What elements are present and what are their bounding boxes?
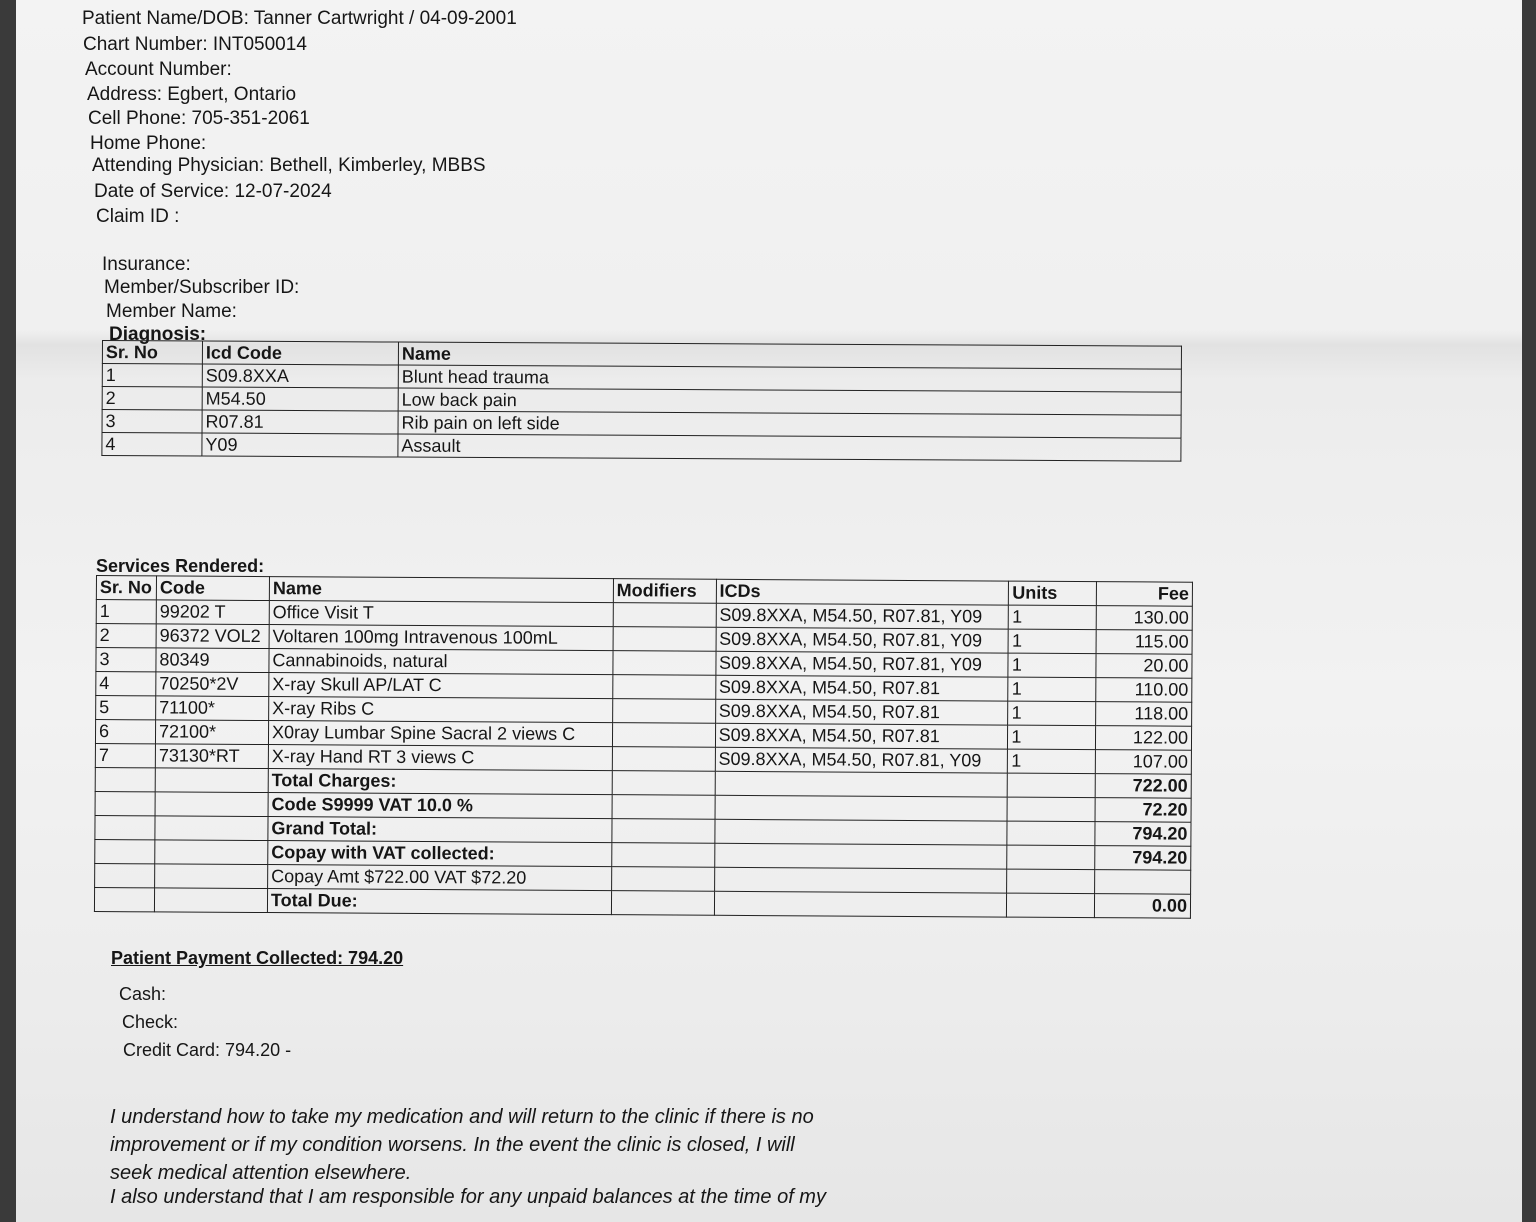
- diagnosis-header: Name: [398, 342, 1181, 369]
- service-name: X-ray Hand RT 3 views C: [268, 745, 612, 771]
- diagnosis-sr-no: 1: [102, 364, 202, 388]
- summary-label: Copay Amt $722.00 VAT $72.20: [268, 865, 612, 891]
- cell-phone: Cell Phone: 705-351-2061: [88, 108, 310, 129]
- patient-payment-collected: Patient Payment Collected: 794.20: [111, 948, 404, 968]
- summary-value: 794.20: [1095, 846, 1191, 871]
- service-name: Office Visit T: [269, 601, 613, 627]
- diagnosis-name: Low back pain: [398, 388, 1181, 415]
- services-header: Modifiers: [613, 579, 716, 604]
- diagnosis-title: Diagnosis:: [109, 324, 207, 345]
- home-phone: Home Phone:: [90, 133, 207, 154]
- service-icds: S09.8XXA, M54.50, R07.81, Y09: [716, 627, 1009, 653]
- services-header: Units: [1009, 581, 1097, 606]
- service-fee: 130.00: [1096, 606, 1192, 631]
- diagnosis-header: Icd Code: [202, 341, 398, 365]
- service-icds: S09.8XXA, M54.50, R07.81: [715, 723, 1008, 749]
- service-sr-no: 6: [95, 720, 155, 744]
- diagnosis-header: Sr. No: [102, 341, 202, 365]
- services-header: ICDs: [716, 579, 1009, 605]
- service-fee: 20.00: [1096, 654, 1192, 679]
- diagnosis-sr-no: 2: [102, 387, 202, 411]
- service-modifiers: [613, 603, 716, 628]
- diagnosis-icd-code: R07.81: [202, 410, 398, 434]
- diagnosis-name: Blunt head trauma: [398, 365, 1181, 392]
- address: Address: Egbert, Ontario: [87, 84, 297, 105]
- service-modifiers: [613, 651, 716, 676]
- summary-label: Grand Total:: [268, 817, 612, 843]
- summary-label: Total Due:: [267, 889, 611, 915]
- credit-card-label: Credit Card: 794.20 -: [123, 1040, 292, 1060]
- service-name: Voltaren 100mg Intravenous 100mL: [269, 625, 613, 651]
- service-fee: 115.00: [1096, 630, 1192, 655]
- account-number: Account Number:: [85, 59, 232, 80]
- service-code: 99202 T: [156, 600, 269, 625]
- statement-line: improvement or if my condition worsens. In the event the clinic is closed, I will: [110, 1134, 795, 1156]
- diagnosis-icd-code: M54.50: [202, 387, 398, 411]
- service-units: 1: [1008, 629, 1096, 654]
- attending-physician: Attending Physician: Bethell, Kimberley, MBBS: [92, 155, 486, 176]
- service-sr-no: 1: [96, 600, 156, 624]
- summary-label: Code S9999 VAT 10.0 %: [268, 793, 612, 819]
- service-icds: S09.8XXA, M54.50, R07.81, Y09: [716, 603, 1009, 629]
- summary-value: 0.00: [1095, 894, 1191, 919]
- service-sr-no: 5: [96, 696, 156, 720]
- service-code: 72100*: [155, 720, 268, 745]
- summary-label: Total Charges:: [268, 769, 612, 795]
- service-modifiers: [613, 627, 716, 652]
- document-page: [16, 0, 1522, 1222]
- insurance: Insurance:: [102, 254, 191, 275]
- member-subscriber-id: Member/Subscriber ID:: [104, 277, 300, 298]
- service-units: 1: [1008, 725, 1096, 750]
- service-code: 71100*: [156, 696, 269, 721]
- service-fee: 118.00: [1096, 702, 1192, 727]
- service-fee: 122.00: [1096, 726, 1192, 751]
- services-header: Code: [156, 576, 269, 601]
- service-modifiers: [612, 675, 715, 700]
- diagnosis-name: Assault: [398, 434, 1181, 461]
- service-units: 1: [1009, 605, 1097, 630]
- summary-value: 72.20: [1095, 798, 1191, 823]
- service-icds: S09.8XXA, M54.50, R07.81, Y09: [715, 651, 1008, 677]
- diagnosis-sr-no: 4: [102, 433, 202, 457]
- patient-name-dob: Patient Name/DOB: Tanner Cartwright / 04-09-2001: [82, 8, 517, 29]
- summary-value: [1095, 870, 1191, 895]
- table-row: [102, 433, 1181, 462]
- service-name: Cannabinoids, natural: [269, 649, 613, 675]
- services-header: Name: [269, 577, 613, 603]
- service-code: 80349: [156, 648, 269, 673]
- service-modifiers: [612, 747, 715, 772]
- services-header: Fee: [1097, 582, 1193, 607]
- service-modifiers: [612, 699, 715, 724]
- service-name: X-ray Ribs C: [269, 697, 613, 723]
- service-name: X-ray Skull AP/LAT C: [269, 673, 613, 699]
- summary-value: 794.20: [1095, 822, 1191, 847]
- member-name: Member Name:: [106, 301, 237, 322]
- service-sr-no: 3: [96, 648, 156, 672]
- chart-number: Chart Number: INT050014: [83, 34, 307, 55]
- service-units: 1: [1008, 701, 1096, 726]
- diagnosis-name: Rib pain on left side: [398, 411, 1181, 438]
- service-sr-no: 7: [95, 743, 155, 767]
- services-table: [94, 575, 1193, 919]
- service-icds: S09.8XXA, M54.50, R07.81: [715, 675, 1008, 701]
- service-icds: S09.8XXA, M54.50, R07.81: [715, 699, 1008, 725]
- service-sr-no: 4: [96, 672, 156, 696]
- summary-label: Copay with VAT collected:: [268, 841, 612, 867]
- diagnosis-icd-code: S09.8XXA: [202, 364, 398, 388]
- cash-label: Cash:: [119, 984, 167, 1004]
- service-name: X0ray Lumbar Spine Sacral 2 views C: [268, 721, 612, 747]
- diagnosis-sr-no: 3: [102, 410, 202, 434]
- statement-line: I also understand that I am responsible for any unpaid balances at the time of my: [110, 1186, 826, 1208]
- service-units: 1: [1008, 749, 1096, 774]
- service-fee: 110.00: [1096, 678, 1192, 703]
- service-units: 1: [1008, 677, 1096, 702]
- diagnosis-table: [101, 340, 1182, 462]
- service-icds: S09.8XXA, M54.50, R07.81, Y09: [715, 747, 1008, 773]
- service-sr-no: 2: [96, 624, 156, 648]
- service-code: 96372 VOL2: [156, 624, 269, 649]
- check-label: Check:: [122, 1012, 179, 1032]
- date-of-service: Date of Service: 12-07-2024: [94, 181, 332, 202]
- service-fee: 107.00: [1095, 750, 1191, 775]
- statement-line: seek medical attention elsewhere.: [110, 1162, 412, 1184]
- diagnosis-icd-code: Y09: [202, 433, 398, 457]
- service-code: 73130*RT: [155, 744, 268, 769]
- service-code: 70250*2V: [156, 672, 269, 697]
- services-header: Sr. No: [96, 576, 156, 600]
- summary-value: 722.00: [1095, 774, 1191, 799]
- service-units: 1: [1008, 653, 1096, 678]
- service-modifiers: [612, 723, 715, 748]
- statement-line: I understand how to take my medication and will return to the clinic if there is no: [110, 1106, 814, 1128]
- claim-id: Claim ID :: [96, 206, 180, 227]
- services-title: Services Rendered:: [96, 556, 265, 576]
